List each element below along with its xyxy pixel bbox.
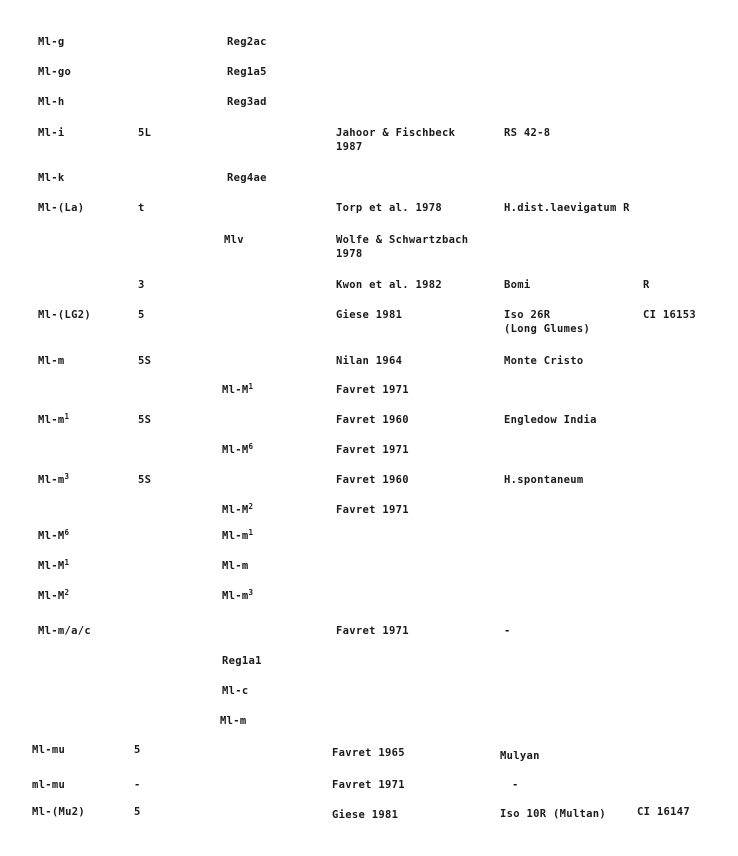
synonym — [220, 714, 247, 728]
superscript: 2 — [248, 502, 254, 511]
synonym — [222, 383, 253, 397]
synonym-text: Ml-m — [222, 590, 249, 602]
chromosome-location-text: 5S — [138, 355, 152, 367]
chromosome-location-text: 5S — [138, 414, 152, 426]
gene-symbol-text: Ml-M — [38, 530, 65, 542]
synonym-text: Reg4ae — [227, 172, 267, 184]
gene-symbol-text: Ml-g — [38, 36, 65, 48]
synonym-text: Ml-c — [222, 685, 249, 697]
gene-symbol — [38, 473, 69, 487]
gene-symbol-text: Ml-M — [38, 590, 65, 602]
gene-symbol-text: Ml-M — [38, 560, 65, 572]
superscript: 6 — [248, 442, 254, 451]
reference — [336, 503, 409, 517]
reference-text: Favret 1971 — [336, 384, 409, 396]
cultivar-source-text: - — [504, 625, 511, 637]
gene-symbol — [38, 413, 69, 427]
cultivar-source-text: H.spontaneum — [504, 474, 584, 486]
ci-number-text: CI 16153 — [643, 309, 696, 321]
cultivar-source — [500, 807, 606, 821]
reference-text: Kwon et al. 1982 — [336, 279, 442, 291]
reference — [336, 413, 409, 427]
cultivar-source-text: RS 42-8 — [504, 127, 551, 139]
chromosome-location-text: t — [138, 202, 145, 214]
superscript: 1 — [64, 412, 70, 421]
synonym-text: Ml-m — [222, 530, 249, 542]
cultivar-source — [504, 278, 531, 292]
reference-text: Favret 1960 — [336, 474, 409, 486]
chromosome-location-text: 5 — [134, 744, 141, 756]
chromosome-location — [138, 354, 151, 368]
cultivar-source — [504, 473, 583, 487]
synonym — [222, 443, 253, 457]
reference-text: Torp et al. 1978 — [336, 202, 442, 214]
cultivar-source-text: - — [512, 779, 519, 791]
gene-symbol — [38, 65, 71, 79]
superscript: 3 — [64, 472, 70, 481]
reference — [336, 233, 468, 261]
chromosome-location — [138, 278, 145, 292]
cultivar-source-text: Monte Cristo — [504, 355, 584, 367]
chromosome-location — [138, 126, 151, 140]
reference — [332, 778, 405, 792]
reference — [336, 624, 409, 638]
gene-symbol-text: Ml-go — [38, 66, 72, 78]
gene-symbol — [38, 529, 69, 543]
reference-line2: 1987 — [336, 141, 363, 153]
gene-symbol — [38, 624, 91, 638]
gene-symbol-text: Ml-(Mu2) — [32, 806, 85, 818]
synonym — [227, 171, 267, 185]
superscript: 1 — [64, 558, 70, 567]
ci-number-text: R — [643, 279, 650, 291]
reference — [336, 443, 409, 457]
chromosome-location — [138, 473, 151, 487]
gene-symbol-text: Ml-i — [38, 127, 65, 139]
synonym-text: Ml-M — [222, 504, 249, 516]
reference-line2: 1978 — [336, 248, 363, 260]
chromosome-location — [138, 308, 145, 322]
ci-number — [643, 308, 696, 322]
chromosome-location — [138, 413, 151, 427]
gene-symbol-text: Ml-(La) — [38, 202, 85, 214]
reference-text: Nilan 1964 — [336, 355, 403, 367]
gene-symbol-text: Ml-h — [38, 96, 65, 108]
ci-number — [637, 805, 690, 819]
reference-text: Favret 1971 — [336, 504, 409, 516]
gene-symbol — [32, 805, 85, 819]
gene-symbol-text: Ml-mu — [32, 744, 66, 756]
cultivar-source — [500, 749, 540, 763]
synonym-text: Ml-M — [222, 444, 249, 456]
chromosome-location-text: - — [134, 779, 141, 791]
reference-text: Favret 1971 — [336, 444, 409, 456]
synonym-text: Reg2ac — [227, 36, 267, 48]
gene-symbol-text: Ml-m — [38, 355, 65, 367]
synonym — [222, 589, 253, 603]
synonym-text: Mlv — [224, 234, 244, 246]
reference-text: Favret 1965 — [332, 747, 405, 759]
cultivar-source-text: H.dist.laevigatum R — [504, 202, 630, 214]
superscript: 1 — [248, 382, 254, 391]
synonym — [222, 529, 253, 543]
cultivar-source-text: Mulyan — [500, 750, 540, 762]
reference — [336, 201, 442, 215]
chromosome-location-text: 5S — [138, 474, 152, 486]
cultivar-source — [504, 354, 583, 368]
synonym — [227, 95, 267, 109]
reference-text: Favret 1971 — [336, 625, 409, 637]
synonym — [224, 233, 244, 247]
synonym — [222, 559, 249, 573]
gene-symbol — [38, 126, 65, 140]
reference-text: Giese 1981 — [332, 809, 399, 821]
chromosome-location-text: 3 — [138, 279, 145, 291]
gene-symbol — [38, 354, 65, 368]
gene-symbol — [38, 35, 65, 49]
superscript: 1 — [248, 528, 254, 537]
synonym — [227, 35, 267, 49]
reference — [336, 308, 402, 322]
reference — [336, 278, 442, 292]
cultivar-source — [504, 201, 630, 215]
reference-text: Favret 1971 — [332, 779, 405, 791]
cultivar-source — [504, 126, 550, 140]
chromosome-location — [134, 778, 141, 792]
superscript: 3 — [248, 588, 254, 597]
reference — [332, 808, 398, 822]
gene-symbol — [38, 589, 69, 603]
cultivar-source-text: Engledow India — [504, 414, 597, 426]
gene-symbol — [38, 171, 65, 185]
gene-symbol — [32, 778, 65, 792]
reference-text: Wolfe & Schwartzbach — [336, 234, 469, 246]
synonym-text: Reg3ad — [227, 96, 267, 108]
reference — [332, 746, 405, 760]
cultivar-source — [504, 308, 590, 336]
gene-symbol — [38, 201, 84, 215]
cultivar-source-text: Iso 26R — [504, 309, 551, 321]
gene-symbol-text: Ml-m — [38, 474, 65, 486]
synonym — [222, 654, 262, 668]
reference-text: Favret 1960 — [336, 414, 409, 426]
reference — [336, 354, 402, 368]
cultivar-source — [512, 778, 519, 792]
chromosome-location — [134, 805, 141, 819]
cultivar-source-text: Bomi — [504, 279, 531, 291]
chromosome-location — [134, 743, 141, 757]
reference-text: Jahoor & Fischbeck — [336, 127, 456, 139]
gene-symbol-text: Ml-m/a/c — [38, 625, 91, 637]
gene-symbol-text: Ml-(LG2) — [38, 309, 91, 321]
ci-number — [643, 278, 650, 292]
synonym — [227, 65, 267, 79]
cultivar-source — [504, 624, 511, 638]
chromosome-location — [138, 201, 145, 215]
chromosome-location-text: 5 — [134, 806, 141, 818]
gene-symbol-text: ml-mu — [32, 779, 66, 791]
reference — [336, 126, 455, 154]
synonym-text: Ml-M — [222, 384, 249, 396]
chromosome-location-text: 5 — [138, 309, 145, 321]
gene-symbol — [32, 743, 65, 757]
synonym — [222, 684, 249, 698]
synonym — [222, 503, 253, 517]
gene-symbol — [38, 308, 91, 322]
reference — [336, 383, 409, 397]
reference-text: Giese 1981 — [336, 309, 403, 321]
chromosome-location-text: 5L — [138, 127, 152, 139]
cultivar-source — [504, 413, 597, 427]
synonym-text: Ml-m — [220, 715, 247, 727]
superscript: 2 — [64, 588, 70, 597]
ci-number-text: CI 16147 — [637, 806, 690, 818]
gene-symbol-text: Ml-m — [38, 414, 65, 426]
superscript: 6 — [64, 528, 70, 537]
reference — [336, 473, 409, 487]
gene-symbol-text: Ml-k — [38, 172, 65, 184]
synonym-text: Reg1a5 — [227, 66, 267, 78]
synonym-text: Ml-m — [222, 560, 249, 572]
cultivar-source-text: Iso 10R (Multan) — [500, 808, 606, 820]
synonym-text: Reg1a1 — [222, 655, 262, 667]
gene-symbol — [38, 95, 65, 109]
cultivar-source-line2: (Long Glumes) — [504, 323, 591, 335]
gene-symbol — [38, 559, 69, 573]
